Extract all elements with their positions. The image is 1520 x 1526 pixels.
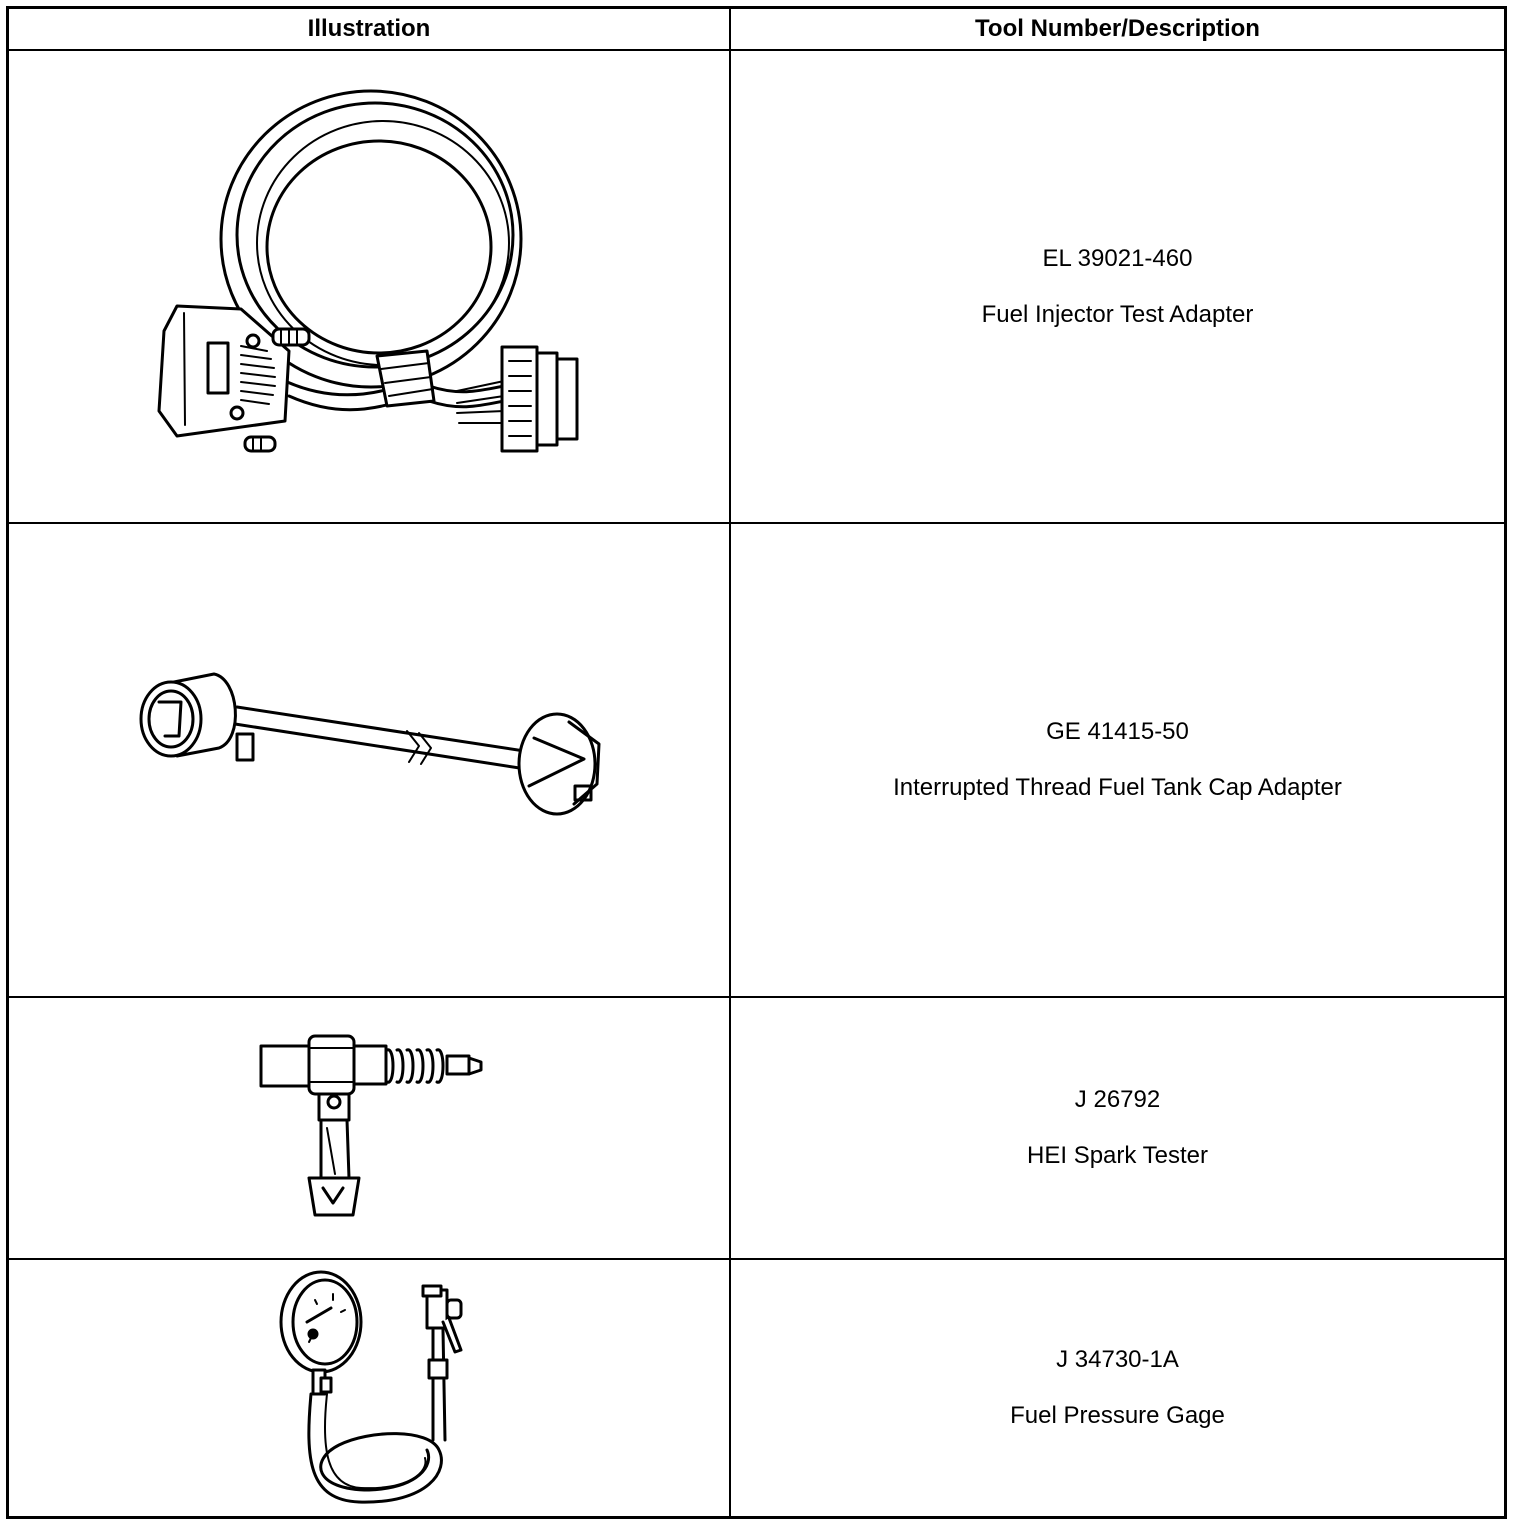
tool-description: Fuel Injector Test Adapter bbox=[981, 300, 1254, 328]
fuel-tank-cap-adapter-icon bbox=[9, 524, 729, 996]
illustration-cell bbox=[9, 51, 731, 522]
tool-description: Fuel Pressure Gage bbox=[1010, 1402, 1225, 1429]
header-tool-number-description: Tool Number/Description bbox=[975, 15, 1260, 42]
table-row bbox=[9, 51, 1504, 524]
fuel-pressure-gage-icon bbox=[9, 1260, 729, 1516]
header-illustration: Illustration bbox=[9, 9, 731, 49]
illustration-cell bbox=[9, 1260, 731, 1516]
spark-tester-icon bbox=[9, 998, 729, 1258]
illustration-cell bbox=[9, 524, 731, 996]
table-header-row bbox=[9, 9, 1504, 51]
tool-description: Interrupted Thread Fuel Tank Cap Adapter bbox=[893, 774, 1342, 801]
tool-number: J 34730-1A bbox=[1056, 1346, 1179, 1373]
table-row bbox=[9, 998, 1504, 1260]
table-row bbox=[9, 524, 1504, 998]
tool-info-cell bbox=[731, 1260, 1504, 1516]
tool-description: HEI Spark Tester bbox=[1027, 1142, 1208, 1169]
tool-info-cell bbox=[731, 51, 1504, 522]
tool-number: EL 39021-460 bbox=[1042, 244, 1193, 272]
tool-info-cell bbox=[731, 998, 1504, 1258]
table-row bbox=[9, 1260, 1504, 1516]
illustration-cell bbox=[9, 998, 731, 1258]
tool-number: J 26792 bbox=[1074, 1086, 1161, 1113]
tool-table bbox=[6, 6, 1507, 1519]
tool-number: GE 41415-50 bbox=[1046, 718, 1189, 745]
wire-harness-adapter-icon bbox=[9, 51, 729, 522]
tool-info-cell bbox=[731, 524, 1504, 996]
